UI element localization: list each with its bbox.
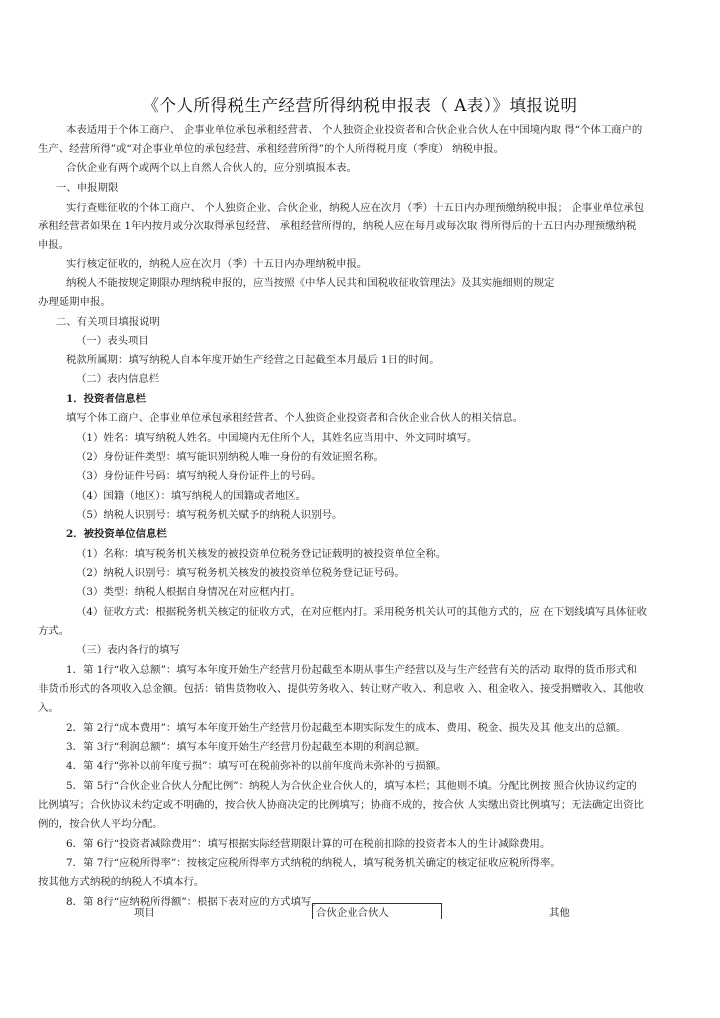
text-line: （3）类型：纳税人根据自身情况在对应框内打。 <box>76 586 301 598</box>
text-line: 填写个体工商户、企事业单位承包承租经营者、个人独资企业投资者和合伙企业合伙人的相关信息。 <box>66 412 524 424</box>
text-line: 按其他方式纳税的纳税人不填本行。 <box>38 876 205 888</box>
text-line: 1．第 1行“收入总额”：填写本年度开始生产经营月份起截至本期从事生产经营以及与生产经营有关的活动 取得的货币形式和 <box>66 664 637 676</box>
text-line: 6．第 6行“投资者减除费用”：填写根据实际经营期限计算的可在税前扣除的投资者本人的生计减除费用。 <box>66 838 551 850</box>
text-line: 2．第 2行“成本费用”：填写本年度开始生产经营月份起截至本期实际发生的成本、费用、税金、损失及其 他支出的总额。 <box>66 722 627 734</box>
text-line: 一、申报期限 <box>56 182 119 194</box>
text-line: 2．被投资单位信息栏 <box>66 528 167 540</box>
table-header-item: 项目 <box>134 907 155 919</box>
income-method-table-header <box>0 904 720 920</box>
text-line: （4）征收方式：根据税务机关核定的征收方式，在对应框内打。采用税务机关认可的其他方式的，应 在下划线填写具体征收 <box>76 606 648 618</box>
text-line: 7．第 7行“应税所得率”：按核定应税所得率方式纳税的纳税人，填写税务机关确定的核定征收应税所得率。 <box>66 857 561 869</box>
text-line: 比例填写；合伙协议未约定或不明确的，按合伙人协商决定的比例填写；协商不成的，按合伙 人实缴出资比例填写；无法确定出资比 <box>38 799 644 811</box>
text-line: 8．第 8行“应纳税所得额”：根据下表对应的方式填写。 <box>66 896 322 908</box>
text-line: 非货币形式的各项收入总金额。包括：销售货物收入、提供劳务收入、转让财产收入、利息收 入、租金收入、接受捐赠收入、其他收 <box>38 683 644 695</box>
text-line: 5．第 5行“合伙企业合伙人分配比例”：纳税人为合伙企业合伙人的，填写本栏；其他则不填。分配比例按 照合伙协议约定的 <box>66 780 637 792</box>
text-line: 入。 <box>38 702 59 714</box>
text-line: 实行查账征收的个体工商户、 个人独资企业、合伙企业，纳税人应在次月（季）十五日内办理预缴纳税申报； 企事业单位承包 <box>66 202 645 214</box>
text-line: 办理延期申报。 <box>38 296 111 308</box>
document-title: 《个人所得税生产经营所得纳税申报表（ A表）》填报说明 <box>142 96 578 115</box>
table-header-other: 其他 <box>549 907 570 919</box>
text-line: 生产、经营所得”或“对企事业单位的承包经营、承租经营所得”的个人所得税月度（季度） 纳税申报。 <box>38 143 505 155</box>
text-line: （三）表内各行的填写 <box>76 644 180 656</box>
text-line: 本表适用于个体工商户、 企事业单位承包承租经营者、 个人独资企业投资者和合伙企业合伙人在中国境内取 得“个体工商户的 <box>66 124 643 136</box>
text-line: 承租经营者如果在 1年内按月或分次取得承包经营、 承租经营所得的，纳税人应在每月或每次取 得所得后的十五日内办理预缴纳税 <box>38 220 637 232</box>
text-line: 二、有关项目填报说明 <box>56 316 160 328</box>
table-header-partner: 合伙企业合伙人 <box>316 907 389 919</box>
text-line: （二）表内信息栏 <box>76 373 160 385</box>
text-line: 税款所属期：填写纳税人自本年度开始生产经营之日起截至本月最后 1日的时间。 <box>66 354 440 366</box>
text-line: （5）纳税人识别号：填写税务机关赋予的纳税人识别号。 <box>76 509 343 521</box>
text-line: （2）纳税人识别号：填写税务机关核发的被投资单位税务登记证号码。 <box>76 567 405 579</box>
text-line: 例的，按合伙人平均分配。 <box>38 818 163 830</box>
text-line: （4）国籍（地区）：填写纳税人的国籍或者地区。 <box>76 490 307 502</box>
text-line: （3）身份证件号码：填写纳税人身份证件上的号码。 <box>76 470 322 482</box>
text-line: 申报。 <box>38 239 70 251</box>
text-line: （一）表头项目 <box>76 335 149 347</box>
text-line: 1．投资者信息栏 <box>66 393 146 405</box>
text-line: （2）身份证件类型：填写能识别纳税人唯一身份的有效证照名称。 <box>76 451 384 463</box>
text-line: 4．第 4行“弥补以前年度亏损”：填写可在税前弥补的以前年度尚未弥补的亏损额。 <box>66 760 447 772</box>
text-line: 方式。 <box>38 625 70 637</box>
text-line: （1）姓名：填写纳税人姓名。中国境内无住所个人，其姓名应当用中、外文同时填写。 <box>76 432 478 444</box>
text-line: 纳税人不能按规定期限办理纳税申报的，应当按照《中华人民共和国税收征收管理法》及其实施细则的规定 <box>66 277 555 289</box>
text-line: 实行核定征收的，纳税人应在次月（季）十五日内办理纳税申报。 <box>66 258 368 270</box>
text-line: 合伙企业有两个或两个以上自然人合伙人的，应分别填报本表。 <box>66 162 357 174</box>
text-line: （1）名称：填写税务机关核发的被投资单位税务登记证载明的被投资单位全称。 <box>76 548 447 560</box>
text-line: 3．第 3行“利润总额”：填写本年度开始生产经营月份起截至本期的利润总额。 <box>66 741 426 753</box>
